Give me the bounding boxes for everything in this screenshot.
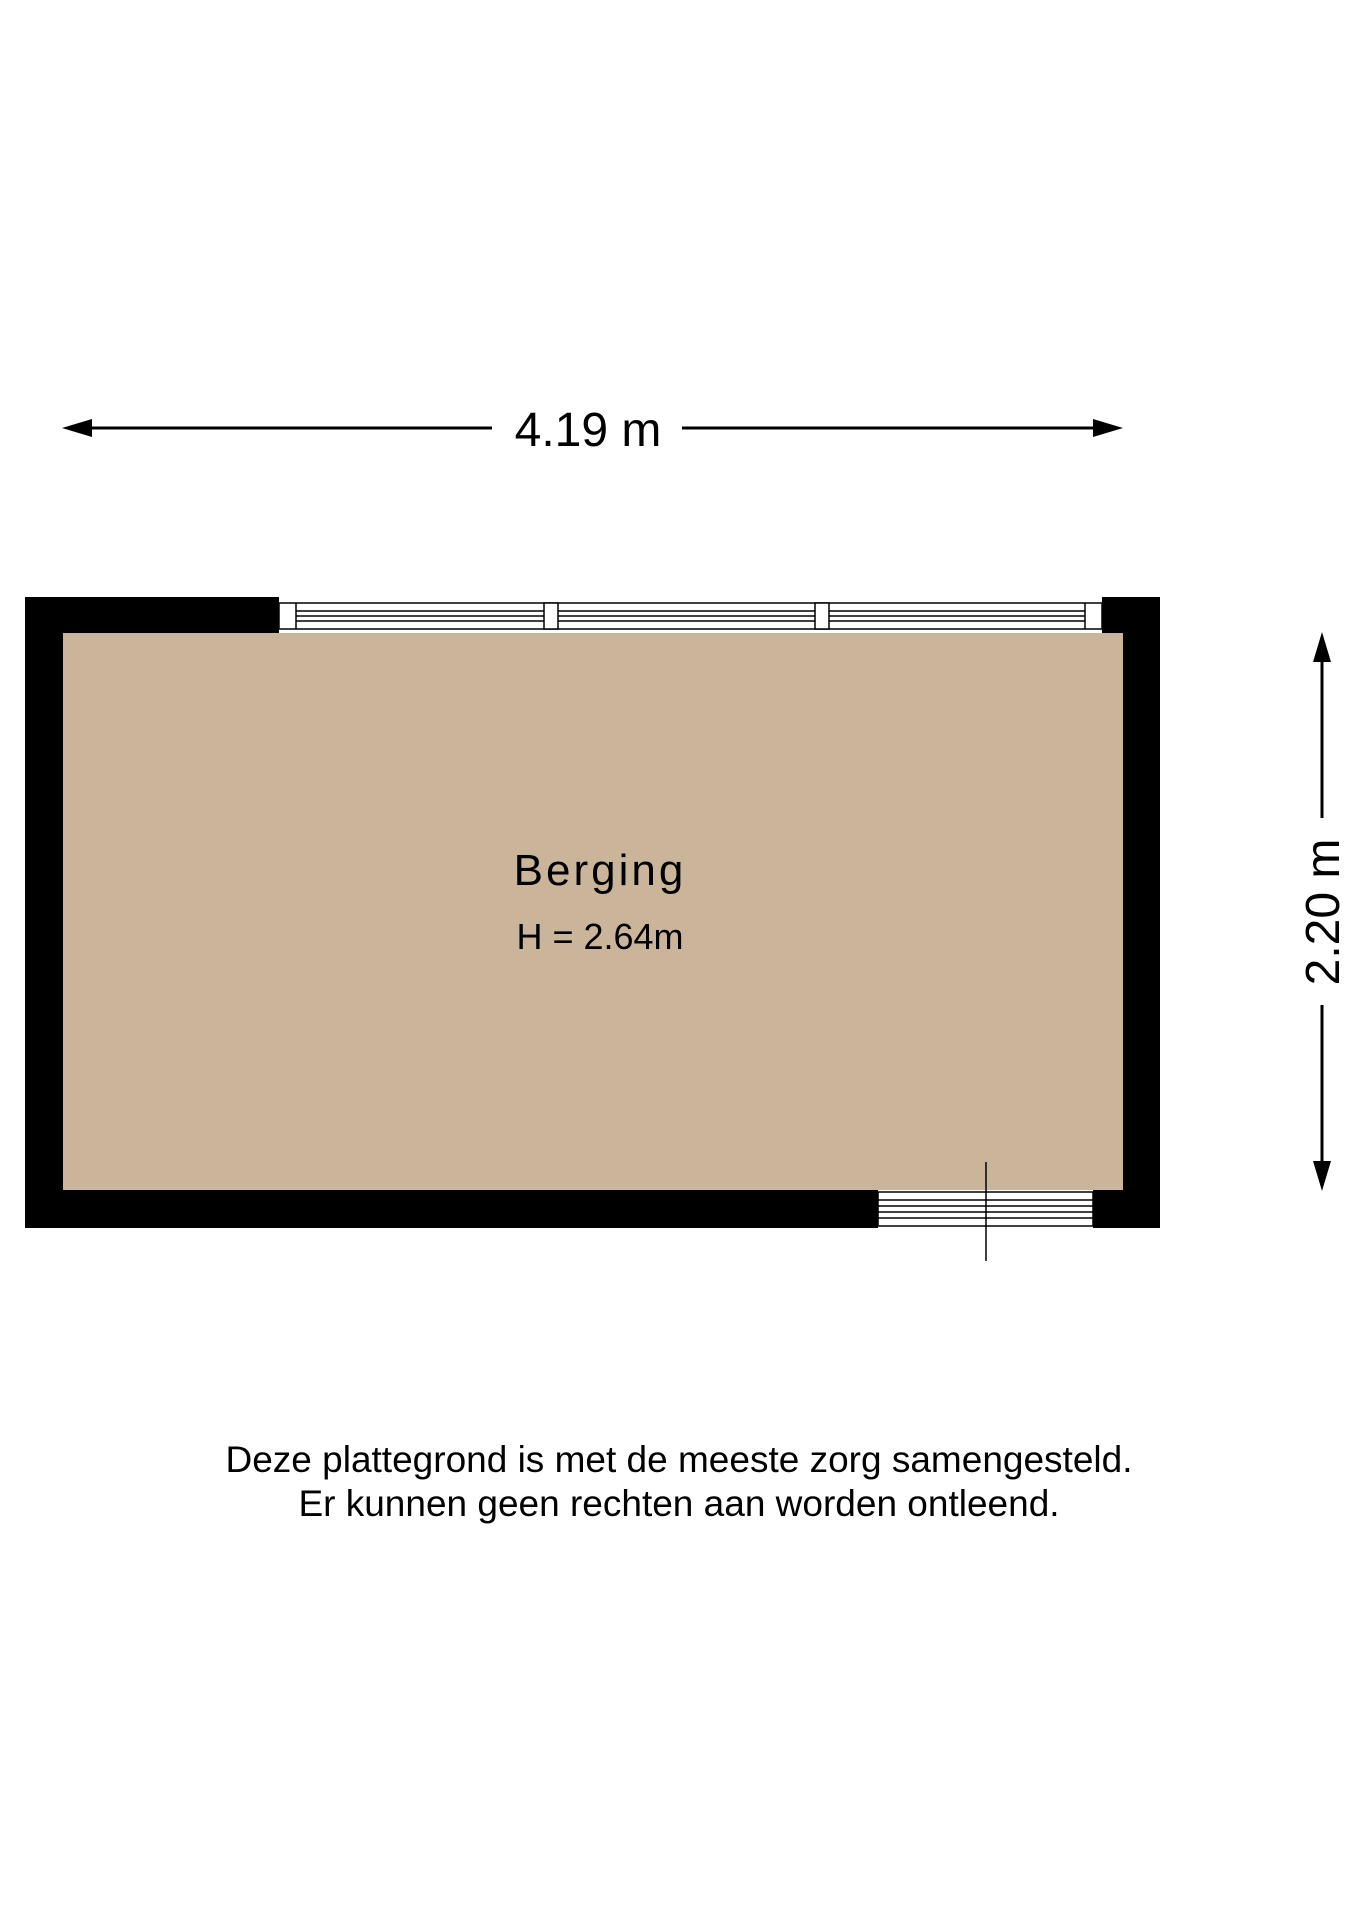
arrow-left-icon: [62, 419, 92, 437]
wall-top-left: [25, 597, 279, 633]
wall-right: [1123, 597, 1160, 1228]
room-height-label: H = 2.64m: [516, 916, 684, 957]
width-dimension-label: 4.19 m: [514, 404, 662, 457]
width-dimension: [62, 404, 1123, 457]
depth-dimension-label: 2.20 m: [1297, 838, 1350, 986]
room-floor: [63, 633, 1123, 1190]
window-top-mullion: [815, 603, 829, 629]
wall-bottom-right: [1093, 1190, 1160, 1228]
room-name-label: Berging: [513, 846, 687, 895]
arrow-down-icon: [1313, 1161, 1331, 1191]
wall-bottom-left: [25, 1190, 878, 1228]
arrow-up-icon: [1313, 632, 1331, 662]
wall-left: [25, 597, 63, 1228]
disclaimer-line-1: Deze plattegrond is met de meeste zorg samengesteld.: [225, 1439, 1133, 1480]
disclaimer: [0, 1438, 1358, 1526]
depth-dimension: [1297, 632, 1350, 1191]
window-top-mullion: [544, 603, 558, 629]
arrow-right-icon: [1093, 419, 1123, 437]
disclaimer-line-2: Er kunnen geen rechten aan worden ontleend.: [298, 1483, 1060, 1524]
window-top: [279, 603, 1102, 629]
